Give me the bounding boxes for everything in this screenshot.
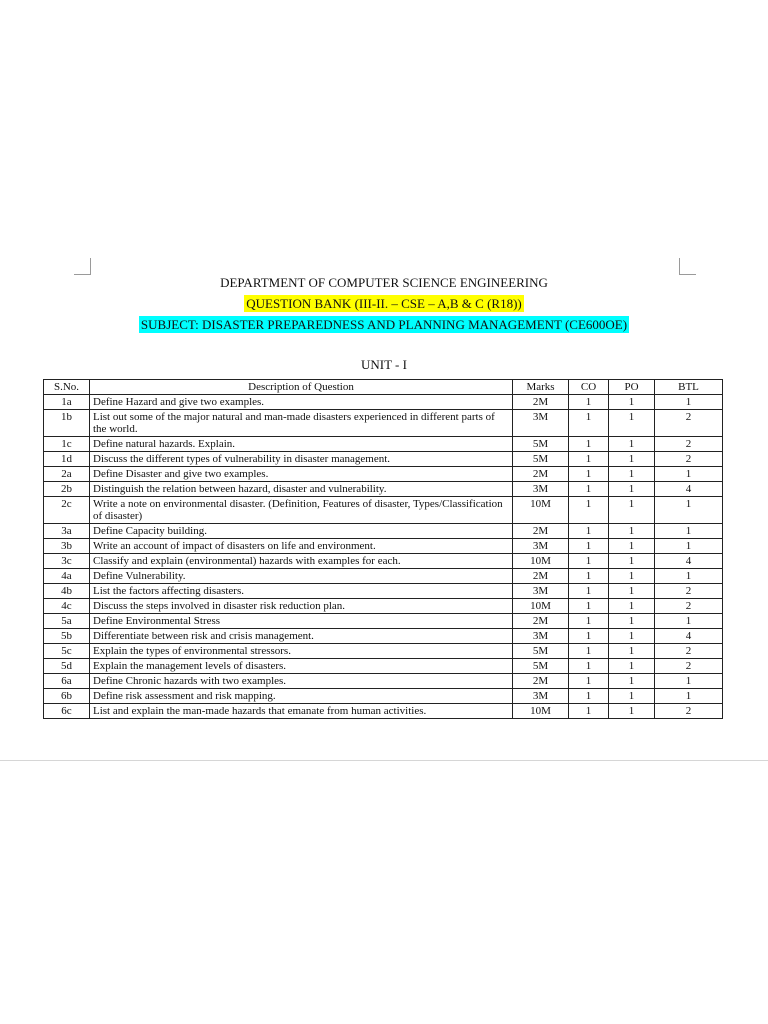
cell-marks: 10M [513, 599, 569, 614]
cell-co: 1 [569, 569, 609, 584]
table-row [44, 704, 723, 719]
cell-btl: 1 [655, 689, 723, 704]
cell-sno: 2c [44, 497, 90, 524]
subject-title [0, 316, 768, 334]
cell-po: 1 [609, 539, 655, 554]
cell-btl: 2 [655, 437, 723, 452]
table-row [44, 674, 723, 689]
cell-marks: 2M [513, 569, 569, 584]
cell-btl: 2 [655, 659, 723, 674]
cell-marks: 3M [513, 689, 569, 704]
crop-mark-top-right [679, 258, 696, 275]
table-row [44, 629, 723, 644]
table-row [44, 437, 723, 452]
cell-sno: 6c [44, 704, 90, 719]
crop-mark-top-left [74, 258, 91, 275]
cell-co: 1 [569, 614, 609, 629]
cell-co: 1 [569, 395, 609, 410]
cell-btl: 1 [655, 674, 723, 689]
cell-po: 1 [609, 452, 655, 467]
cell-description: Write an account of impact of disasters on life and environment. [90, 539, 513, 554]
question-table-body [44, 395, 723, 719]
cell-co: 1 [569, 704, 609, 719]
cell-description: Define risk assessment and risk mapping. [90, 689, 513, 704]
cell-po: 1 [609, 482, 655, 497]
cell-sno: 4a [44, 569, 90, 584]
cell-sno: 3c [44, 554, 90, 569]
cell-po: 1 [609, 659, 655, 674]
cell-description: Explain the types of environmental stressors. [90, 644, 513, 659]
cell-marks: 2M [513, 674, 569, 689]
cell-description: Discuss the different types of vulnerability in disaster management. [90, 452, 513, 467]
cell-co: 1 [569, 539, 609, 554]
table-row [44, 659, 723, 674]
cell-marks: 5M [513, 644, 569, 659]
cell-description: Classify and explain (environmental) hazards with examples for each. [90, 554, 513, 569]
cell-btl: 1 [655, 524, 723, 539]
cell-description: Define Vulnerability. [90, 569, 513, 584]
cell-sno: 1b [44, 410, 90, 437]
cell-po: 1 [609, 689, 655, 704]
table-row [44, 689, 723, 704]
cell-btl: 1 [655, 539, 723, 554]
column-header-co: CO [569, 380, 609, 395]
cell-co: 1 [569, 674, 609, 689]
question-bank-title-text: QUESTION BANK (III-II. – CSE – A,B & C (R18)) [246, 296, 522, 311]
cell-co: 1 [569, 467, 609, 482]
cell-sno: 5d [44, 659, 90, 674]
cell-co: 1 [569, 452, 609, 467]
cell-marks: 3M [513, 629, 569, 644]
cell-marks: 2M [513, 395, 569, 410]
cell-marks: 10M [513, 554, 569, 569]
table-row [44, 482, 723, 497]
cell-po: 1 [609, 629, 655, 644]
cell-btl: 4 [655, 629, 723, 644]
cell-marks: 5M [513, 452, 569, 467]
department-title [0, 274, 768, 292]
cell-sno: 6a [44, 674, 90, 689]
cell-description: Define natural hazards. Explain. [90, 437, 513, 452]
cell-co: 1 [569, 644, 609, 659]
cell-description: Discuss the steps involved in disaster risk reduction plan. [90, 599, 513, 614]
cell-sno: 5c [44, 644, 90, 659]
column-header-sno: S.No. [44, 380, 90, 395]
table-row [44, 467, 723, 482]
cell-marks: 3M [513, 584, 569, 599]
cell-marks: 2M [513, 524, 569, 539]
table-row [44, 599, 723, 614]
cell-po: 1 [609, 554, 655, 569]
cell-po: 1 [609, 569, 655, 584]
cell-btl: 2 [655, 410, 723, 437]
question-bank-title [0, 295, 768, 313]
table-row [44, 644, 723, 659]
cell-btl: 1 [655, 614, 723, 629]
table-header-row [44, 380, 723, 395]
cell-description: List and explain the man-made hazards that emanate from human activities. [90, 704, 513, 719]
cell-btl: 2 [655, 599, 723, 614]
cell-po: 1 [609, 674, 655, 689]
cell-sno: 1c [44, 437, 90, 452]
cell-btl: 2 [655, 704, 723, 719]
cell-po: 1 [609, 437, 655, 452]
cell-btl: 4 [655, 482, 723, 497]
cell-marks: 2M [513, 614, 569, 629]
cell-marks: 5M [513, 437, 569, 452]
cell-sno: 3a [44, 524, 90, 539]
cell-btl: 1 [655, 497, 723, 524]
table-row [44, 539, 723, 554]
cell-sno: 2a [44, 467, 90, 482]
cell-po: 1 [609, 524, 655, 539]
cell-marks: 3M [513, 539, 569, 554]
cell-sno: 1d [44, 452, 90, 467]
cell-co: 1 [569, 584, 609, 599]
cell-sno: 2b [44, 482, 90, 497]
cell-po: 1 [609, 614, 655, 629]
cell-btl: 1 [655, 395, 723, 410]
cell-description: Define Environmental Stress [90, 614, 513, 629]
table-row [44, 554, 723, 569]
cell-co: 1 [569, 599, 609, 614]
cell-co: 1 [569, 689, 609, 704]
cell-po: 1 [609, 467, 655, 482]
cell-co: 1 [569, 437, 609, 452]
cell-co: 1 [569, 659, 609, 674]
cell-btl: 2 [655, 584, 723, 599]
cell-sno: 5b [44, 629, 90, 644]
table-row [44, 395, 723, 410]
cell-description: Write a note on environmental disaster. (Definition, Features of disaster, Types/Classification of disaster) [90, 497, 513, 524]
table-row [44, 524, 723, 539]
cell-co: 1 [569, 497, 609, 524]
cell-sno: 6b [44, 689, 90, 704]
cell-description: Define Hazard and give two examples. [90, 395, 513, 410]
question-table [43, 379, 723, 719]
cell-description: Differentiate between risk and crisis management. [90, 629, 513, 644]
cell-marks: 10M [513, 704, 569, 719]
cell-marks: 10M [513, 497, 569, 524]
cell-co: 1 [569, 410, 609, 437]
column-header-po: PO [609, 380, 655, 395]
subject-title-text: SUBJECT: DISASTER PREPAREDNESS AND PLANNING MANAGEMENT (CE600OE) [140, 317, 628, 332]
column-header-marks: Marks [513, 380, 569, 395]
cell-sno: 1a [44, 395, 90, 410]
cell-btl: 1 [655, 569, 723, 584]
cell-btl: 2 [655, 452, 723, 467]
table-row [44, 569, 723, 584]
cell-po: 1 [609, 410, 655, 437]
cell-po: 1 [609, 599, 655, 614]
cell-po: 1 [609, 644, 655, 659]
cell-sno: 3b [44, 539, 90, 554]
cell-po: 1 [609, 497, 655, 524]
cell-co: 1 [569, 482, 609, 497]
cell-description: Distinguish the relation between hazard, disaster and vulnerability. [90, 482, 513, 497]
cell-description: Define Chronic hazards with two examples. [90, 674, 513, 689]
cell-marks: 5M [513, 659, 569, 674]
cell-btl: 2 [655, 644, 723, 659]
table-row [44, 410, 723, 437]
department-title-text: DEPARTMENT OF COMPUTER SCIENCE ENGINEERING [220, 275, 548, 290]
column-header-btl: BTL [655, 380, 723, 395]
cell-sno: 5a [44, 614, 90, 629]
cell-sno: 4c [44, 599, 90, 614]
cell-po: 1 [609, 395, 655, 410]
cell-marks: 2M [513, 467, 569, 482]
cell-co: 1 [569, 524, 609, 539]
unit-heading [0, 356, 768, 374]
page-separator [0, 760, 768, 761]
cell-description: Explain the management levels of disasters. [90, 659, 513, 674]
unit-heading-text: UNIT - I [361, 357, 407, 372]
cell-description: Define Disaster and give two examples. [90, 467, 513, 482]
cell-co: 1 [569, 554, 609, 569]
table-row [44, 614, 723, 629]
table-row [44, 497, 723, 524]
cell-description: List out some of the major natural and man-made disasters experienced in different parts of the world. [90, 410, 513, 437]
table-row [44, 584, 723, 599]
cell-sno: 4b [44, 584, 90, 599]
cell-po: 1 [609, 584, 655, 599]
cell-btl: 1 [655, 467, 723, 482]
cell-po: 1 [609, 704, 655, 719]
cell-co: 1 [569, 629, 609, 644]
cell-description: Define Capacity building. [90, 524, 513, 539]
table-row [44, 452, 723, 467]
column-header-description: Description of Question [90, 380, 513, 395]
cell-marks: 3M [513, 410, 569, 437]
cell-marks: 3M [513, 482, 569, 497]
cell-btl: 4 [655, 554, 723, 569]
cell-description: List the factors affecting disasters. [90, 584, 513, 599]
